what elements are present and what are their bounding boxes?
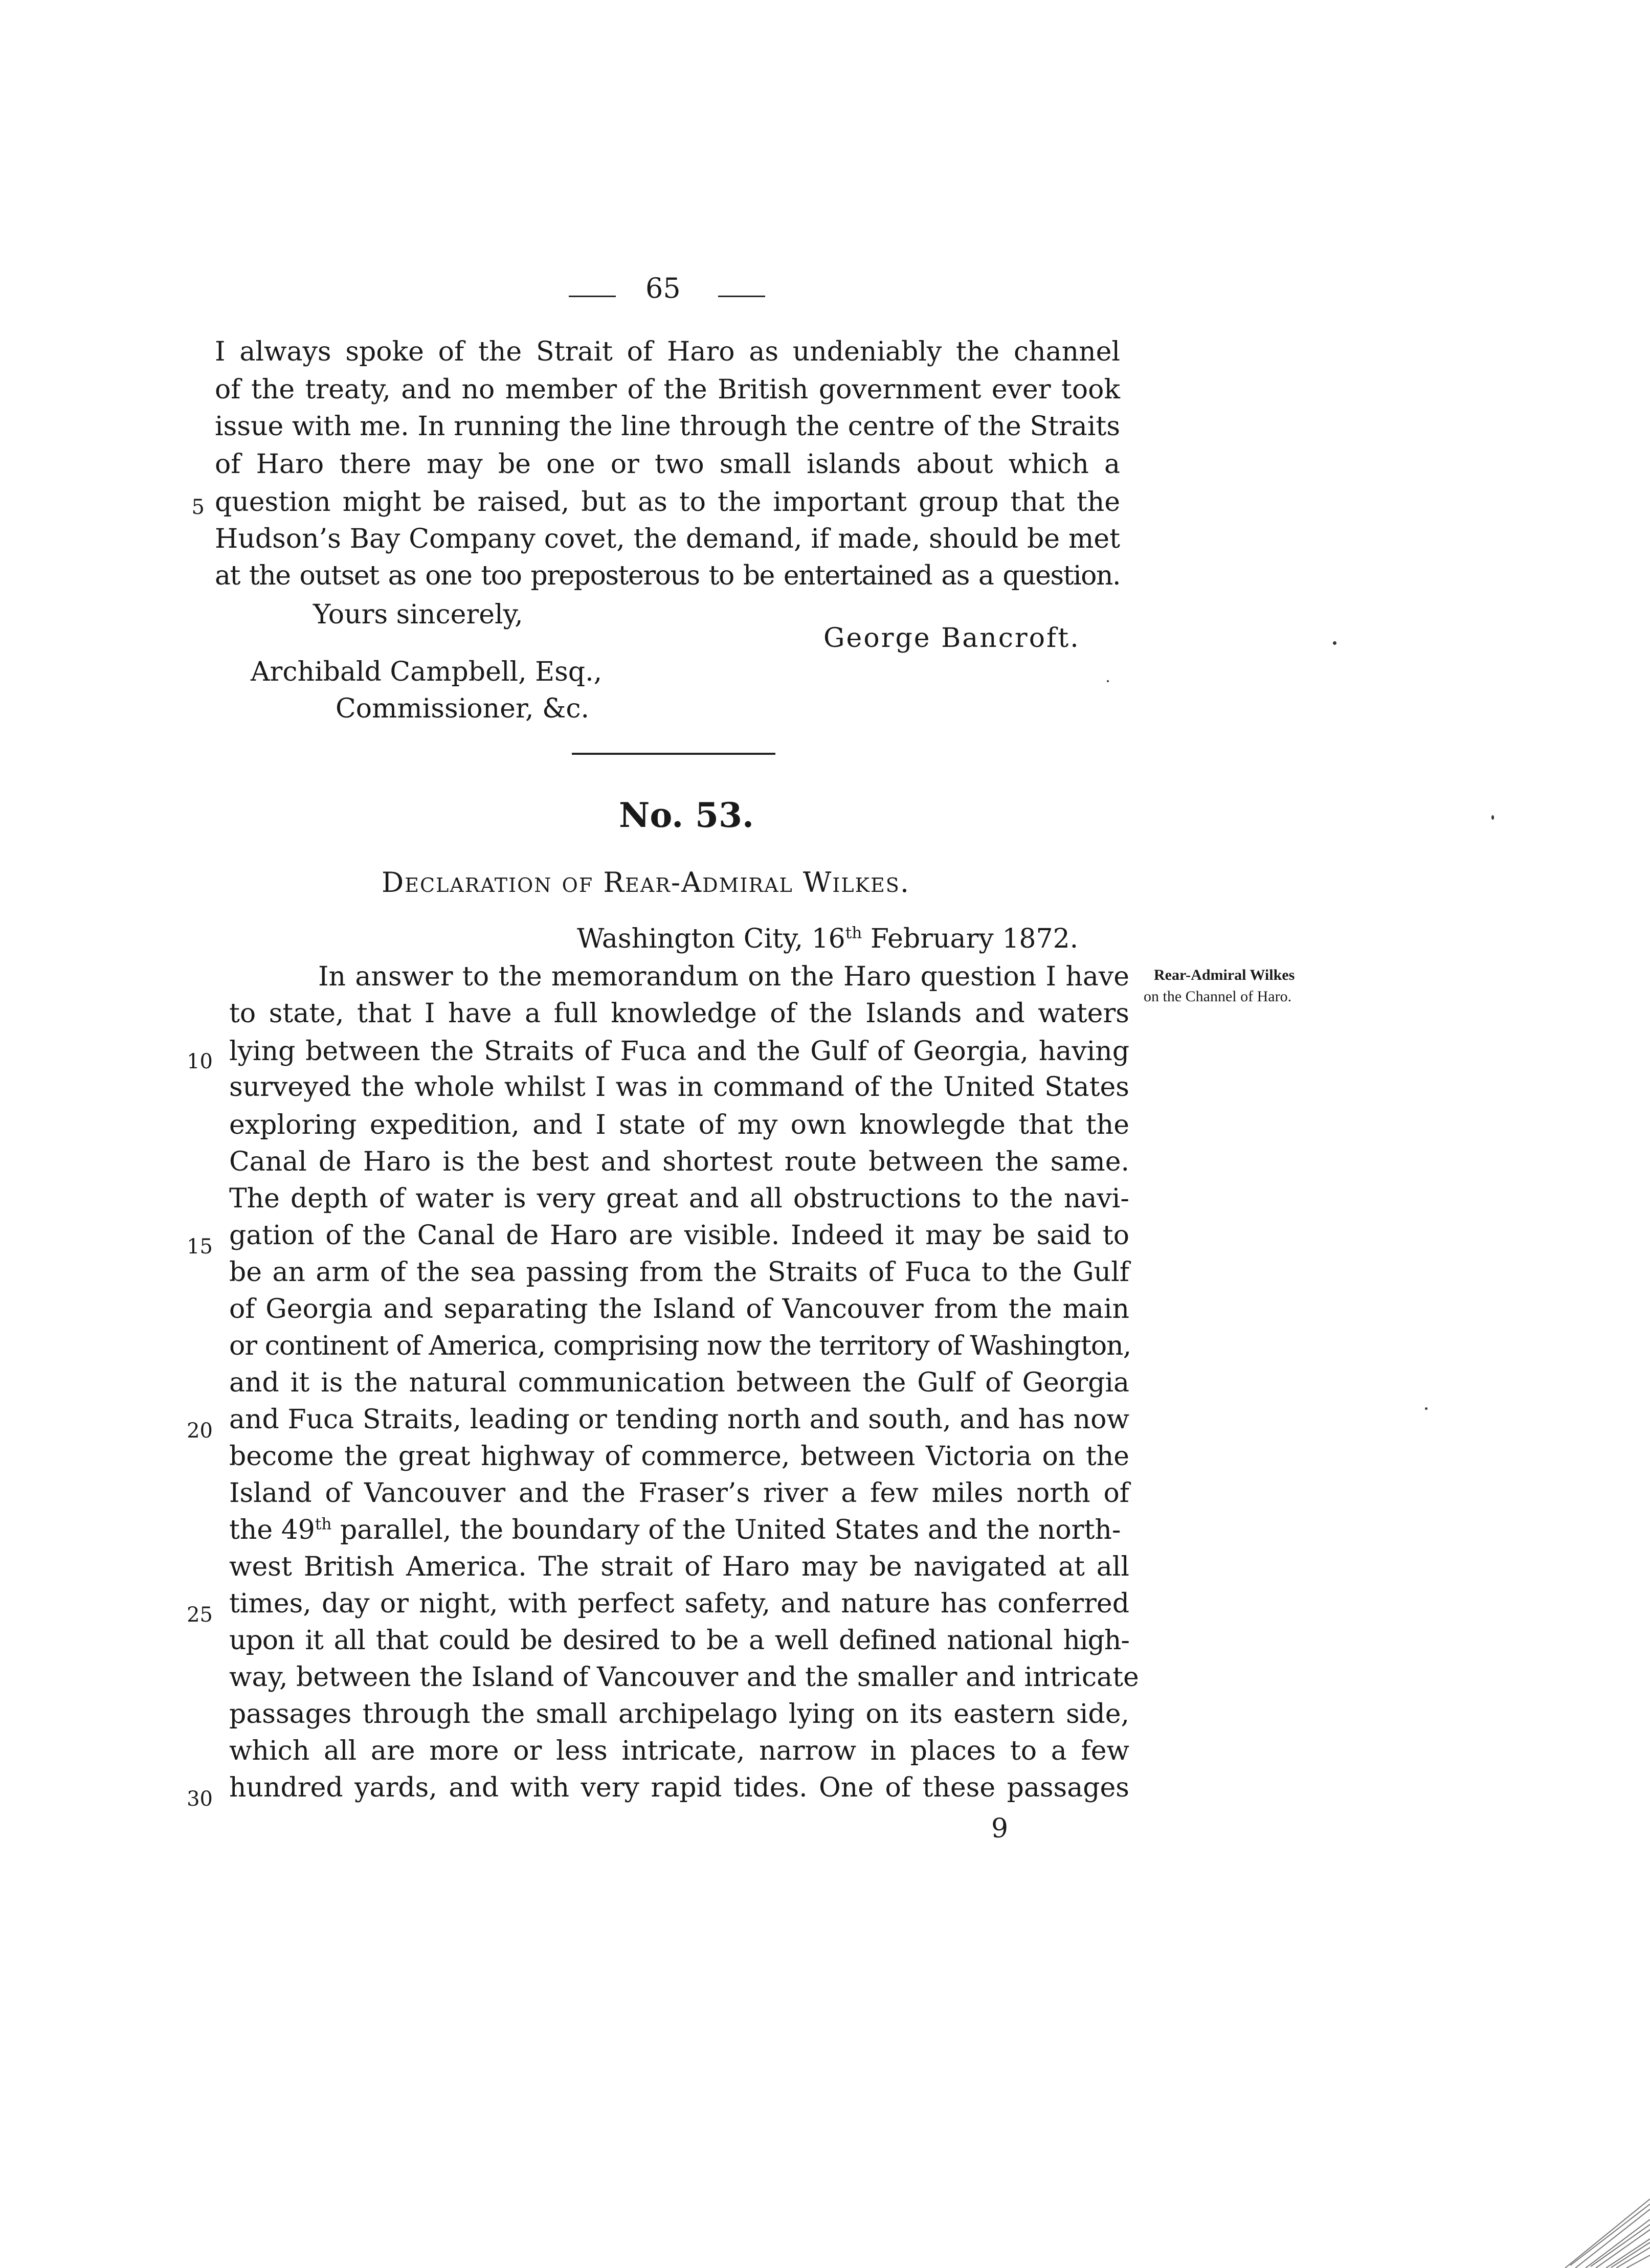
- dateline-ordinal: th: [845, 924, 862, 942]
- signature-mark: 9: [991, 1813, 1009, 1844]
- body-line: be an arm of the sea passing from the Straits of Fuca to the Gulf: [229, 1257, 1129, 1288]
- body-line-rest: parallel, the boundary of the United States and the north-: [331, 1515, 1121, 1545]
- body-line: In answer to the memorandum on the Haro question I have: [318, 961, 1129, 992]
- body-line: of Georgia and separating the Island of Vancouver from the main: [229, 1294, 1129, 1324]
- dateline: [577, 920, 1078, 957]
- document-title: Declaration of Rear-Admiral Wilkes.: [382, 866, 910, 899]
- body-line: way, between the Island of Vancouver and the smaller and intricate: [229, 1662, 1139, 1693]
- body-line: Canal de Haro is the best and shortest route between the same.: [229, 1147, 1129, 1177]
- body-line: or continent of America, comprising now the territory of Washington,: [229, 1331, 1131, 1361]
- body-line-start: the 49: [229, 1515, 315, 1545]
- page-number: 65: [645, 272, 681, 304]
- body-line: surveyed the whole whilst I was in command of the United States: [229, 1072, 1129, 1103]
- body-line: west British America. The strait of Haro may be navigated at all: [229, 1552, 1129, 1582]
- body-line: The depth of water is very great and all obstructions to the navi-: [229, 1183, 1129, 1214]
- sidenote-line: Rear-Admiral Wilkes: [1154, 967, 1295, 983]
- letter-addressee-title: Commissioner, &c.: [336, 693, 590, 724]
- body-line-ordinal: th: [315, 1515, 332, 1534]
- body-line: exploring expedition, and I state of my own knowlegde that the: [229, 1110, 1129, 1140]
- body-line: Island of Vancouver and the Fraser’s river a few miles north of: [229, 1478, 1129, 1509]
- letter-line: of Haro there may be one or two small islands about which a: [215, 449, 1120, 480]
- body-line: times, day or night, with perfect safety, and nature has conferred: [229, 1588, 1129, 1619]
- letter-signature: George Bancroft.: [823, 623, 1080, 654]
- letter-line: I always spoke of the Strait of Haro as undeniably the channel: [215, 336, 1120, 367]
- body-line: upon it all that could be desired to be a well defined national high-: [229, 1625, 1129, 1656]
- body-line: passages through the small archipelago lying on its eastern side,: [229, 1699, 1129, 1730]
- letter-line: issue with me. In running the line through the centre of the Straits: [215, 411, 1120, 442]
- letter-closing: Yours sincerely,: [313, 599, 523, 630]
- header-dash-left: [569, 296, 616, 297]
- letter-line: at the outset as one too preposterous to be entertained as a question.: [215, 560, 1120, 591]
- scan-speck: [1491, 815, 1494, 820]
- scan-speck: [1333, 641, 1336, 645]
- body-line: become the great highway of commerce, between Victoria on the: [229, 1441, 1129, 1472]
- section-divider: [572, 753, 775, 755]
- body-line: and Fuca Straits, leading or tending north and south, and has now: [229, 1404, 1129, 1435]
- dateline-month-year: February 1872.: [862, 924, 1079, 954]
- letter-line: question might be raised, but as to the important group that the: [215, 487, 1120, 518]
- letter-line: of the treaty, and no member of the British government ever took: [215, 374, 1120, 405]
- document-number: No. 53.: [619, 795, 754, 835]
- sidenote-line: on the Channel of Haro.: [1144, 988, 1292, 1005]
- body-line: which all are more or less intricate, narrow in places to a few: [229, 1736, 1129, 1766]
- body-line: hundred yards, and with very rapid tides. One of these passages: [229, 1772, 1129, 1803]
- line-number: 15: [187, 1235, 213, 1259]
- body-line: lying between the Straits of Fuca and the Gulf of Georgia, having: [229, 1036, 1129, 1067]
- letter-line: Hudson’s Bay Company covet, the demand, if made, should be met: [215, 524, 1120, 554]
- scan-speck: [1107, 680, 1109, 682]
- body-line: [229, 1512, 1129, 1548]
- line-number: 5: [191, 496, 205, 519]
- body-line: gation of the Canal de Haro are visible. Indeed it may be said to: [229, 1220, 1129, 1251]
- corner-smudge: [1534, 2148, 1650, 2268]
- body-line: and it is the natural communication between the Gulf of Georgia: [229, 1367, 1129, 1398]
- line-number: 25: [187, 1603, 213, 1627]
- line-number: 30: [187, 1787, 213, 1811]
- line-number: 20: [187, 1419, 213, 1443]
- dateline-place-day: Washington City, 16: [577, 924, 845, 954]
- body-line: to state, that I have a full knowledge of the Islands and waters: [229, 998, 1129, 1029]
- letter-addressee: Archibald Campbell, Esq.,: [251, 657, 603, 687]
- header-dash-right: [718, 296, 765, 297]
- scan-speck: [1425, 1407, 1428, 1410]
- line-number: 10: [187, 1050, 213, 1073]
